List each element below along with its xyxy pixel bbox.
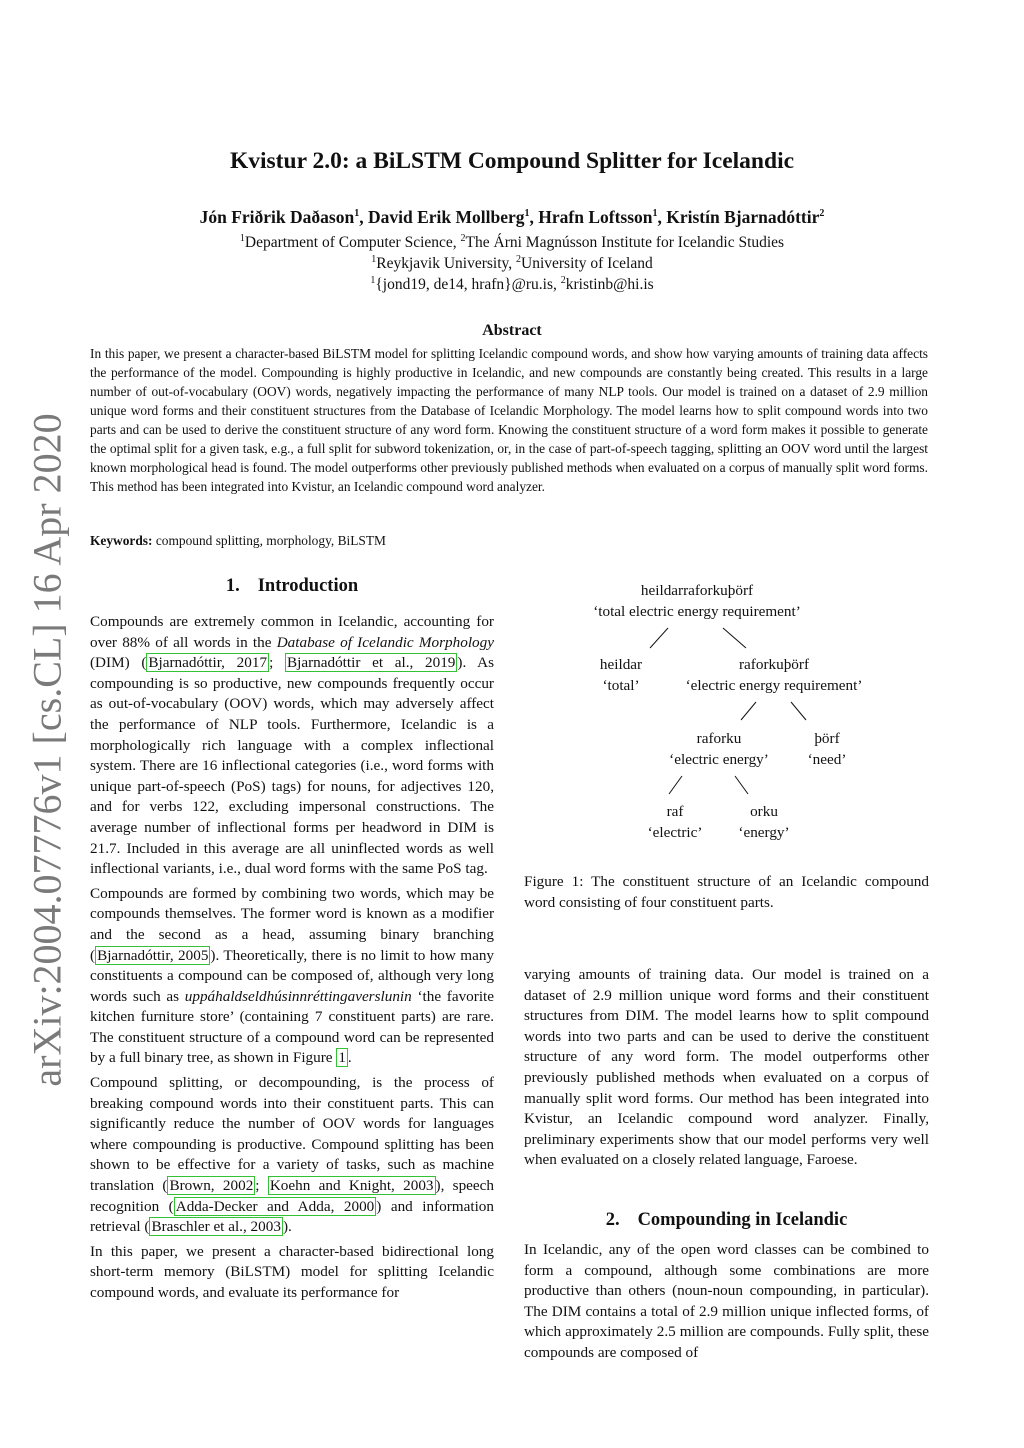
text-run: Compounds are extremely common in Icelandic, accounting for over 88% of all words in the <box>90 613 494 651</box>
aff-sup: 2 <box>516 253 522 265</box>
intro-paragraph-2 <box>90 884 494 1069</box>
affiliation-emails <box>0 276 1024 294</box>
author-name: Kristín Bjarnadóttir <box>666 207 820 227</box>
citation-link[interactable]: Brown, 2002 <box>169 1177 254 1195</box>
node-gloss: ‘electric energy requirement’ <box>685 677 863 694</box>
text-run: ‘the favorite kitchen furniture store’ (containing 7 constituent parts) are rare. The constituent structure of a compound word can be represented by a full binary tree, as shown in Figure <box>90 987 494 1067</box>
citation-link[interactable]: Adda-Decker and Adda, 2000 <box>175 1197 375 1215</box>
citation-link[interactable]: Bjarnadóttir et al., 2019 <box>287 654 456 672</box>
right-column-text: varying amounts of training data. Our model is trained on a dataset of 2.9 million unique word forms and their constituent structures from DIM. The model learns how to split compound words into two parts and can be used to derive the constituent structure of any word form. The model outperforms other previously published methods when evaluated on a corpus of manually split word forms. Our method has been integrated into Kvistur, an Icelandic compound word analyzer. Finally, preliminary experiments show that our model performs very well when evaluated on a closely related language, Faroese. <box>524 966 929 1169</box>
node-word: orku <box>750 803 778 820</box>
arxiv-stamp: arXiv:2004.07776v1 [cs.CL] 16 Apr 2020 <box>24 413 70 1087</box>
text-run: ), speech recognition ( <box>90 1177 494 1215</box>
node-gloss: ‘need’ <box>807 751 847 768</box>
aff-text: kristinb@hi.is <box>565 276 654 293</box>
node-gloss: ‘total’ <box>602 677 640 694</box>
author-sup: 2 <box>819 208 825 220</box>
tree-node-thorf <box>808 728 847 770</box>
abstract-heading: Abstract <box>482 322 542 339</box>
abstract-text: In this paper, we present a character-based BiLSTM model for splitting Icelandic compound words, and show how varying amounts of training data affects the performance of the model. Compounding is highly productive in Icelandic, and new compounds are constantly being created. This results in a large number of out-of-vocabulary (OOV) words, negatively impacting the performance of many NLP tools. Our model is trained on a dataset of 2.9 million unique word forms and their constituent structures from the Database of Icelandic Morphology. The model learns how to split compound words into two parts and can be used to derive the constituent structure of any word form. Knowing the constituent structure of a word form makes it possible to generate the optimal split for a given task, e.g., a full split for subword tokenization, or, in the case of part-of-speech tagging, splitting an OOV word until the largest known morphological head is found. The model outperforms other previously published methods when evaluated on a corpus of manually split word forms. This method has been integrated into Kvistur, an Icelandic compound word analyzer. <box>90 346 928 494</box>
text-run: (DIM) ( <box>90 654 147 672</box>
keywords-label: Keywords: <box>90 533 153 548</box>
author-name: Jón Friðrik Daðason <box>199 207 355 227</box>
aff-sup: 1 <box>371 253 377 265</box>
paper-title: Kvistur 2.0: a BiLSTM Compound Splitter for Icelandic <box>229 148 795 174</box>
text-run: Compounds are formed by combining two words, which may be compounds themselves. The former word is known as a modifier and the second as a head, assuming binary branching ( <box>90 884 494 964</box>
emphasis: uppáhaldseldhúsinnréttingaverslunin <box>184 987 412 1005</box>
citation-link[interactable]: Bjarnadóttir, 2017 <box>148 654 268 672</box>
aff-text: University of Iceland <box>521 255 653 272</box>
tree-edge <box>723 628 746 648</box>
text-run: ) and information retrieval ( <box>90 1197 494 1236</box>
aff-sup: 1 <box>239 232 245 244</box>
node-gloss: ‘electric energy’ <box>669 751 769 768</box>
tree-node-root <box>593 580 801 622</box>
text-run: ; <box>269 654 285 672</box>
node-gloss: ‘electric’ <box>647 824 703 841</box>
section-2-heading <box>524 1210 929 1231</box>
figure-ref-link[interactable]: 1 <box>338 1049 346 1067</box>
affiliation-line-1 <box>0 234 1024 252</box>
author-sup: 1 <box>524 208 530 220</box>
keywords-text: compound splitting, morphology, BiLSTM <box>152 533 386 548</box>
figure-1-caption: Figure 1: The constituent structure of an Icelandic compound word consisting of four constituent parts. <box>524 873 929 911</box>
tree-node-raf <box>648 801 703 843</box>
left-column <box>90 612 494 1308</box>
section-2-text: In Icelandic, any of the open word classes can be combined to form a compound, although some combinations are more productive than others (noun-noun compounding, in particular). The DIM contains a total of 2.9 million unique inflected forms, of which approximately 2.5 million are compounds. Fully split, these compounds are composed of <box>524 1241 929 1361</box>
emphasis: Database of Icelandic Morphology <box>276 633 494 651</box>
author-sup: 1 <box>652 208 658 220</box>
node-gloss: ‘total electric energy requirement’ <box>593 603 801 620</box>
section-number: 2. <box>605 1210 620 1230</box>
section-title: Introduction <box>257 576 359 596</box>
intro-paragraph-1 <box>90 612 494 880</box>
text-run: . <box>347 1049 352 1067</box>
author-name: Hrafn Loftsson <box>538 207 653 227</box>
tree-edge <box>791 702 806 720</box>
figure-1-tree <box>520 576 940 856</box>
node-word: þörf <box>814 730 840 747</box>
tree-node-raforkuthorf <box>686 654 863 696</box>
citation-link[interactable]: Braschler et al., 2003 <box>151 1218 281 1236</box>
text-run: Compound splitting, or decompounding, is the process of breaking compound words into their constituent parts. This can significantly reduce the number of OOV words for languages where compounding is productive. Compound splitting has been shown to be effective for a variety of tasks, such as machine translation ( <box>90 1074 494 1195</box>
intro-paragraph-4: In this paper, we present a character-based bidirectional long short-term memory (BiLSTM) model for splitting Icelandic compound words, and evaluate its performance for <box>90 1242 494 1301</box>
node-word: heildarraforkuþörf <box>640 582 754 599</box>
aff-sup: 1 <box>370 274 376 286</box>
node-word: raforku <box>696 730 742 747</box>
author-list: Jón Friðrik Daðason$^1$, David Erik Mollberg$^1$, Hrafn Loftsson$^1$, Kristín Bjarnadóttir$^2$ <box>199 207 825 227</box>
affiliation-line-2 <box>0 255 1024 273</box>
citation-link[interactable]: Koehn and Knight, 2003 <box>269 1177 434 1195</box>
tree-edge <box>735 776 748 794</box>
aff-text: Department of Computer Science, <box>244 234 461 251</box>
text-run: ). Theoretically, there is no limit to how many constituents a compound can be composed of, although very long words such as <box>90 946 495 1005</box>
node-word: raf <box>666 803 684 820</box>
text-run: ). As compounding is so productive, new compounds frequently occur as out-of-vocabulary (OOV) words, which may adversely affect the performance of NLP tools. Furthermore, Icelandic is a morphologically rich language with a complex inflectional system. There are 16 inflectional categories (i.e., word forms with unique part-of-speech (PoS) tags) for nouns, for adjectives 120, and for verbs 122, excluding impersonal constructions. The average number of inflectional forms per headword in DIM is 21.7. Included in this average are all uninflected words as well inflectional variants, i.e., dual word forms with the same PoS tag. <box>90 654 494 878</box>
intro-paragraph-3 <box>90 1073 494 1238</box>
aff-text: Reykjavik University, <box>376 255 517 272</box>
section-1-heading <box>90 576 494 597</box>
author-name: David Erik Mollberg <box>367 207 525 227</box>
tree-edge <box>741 702 756 720</box>
tree-node-heildar <box>600 654 642 696</box>
section-number: 1. <box>225 576 240 596</box>
text-run: ; <box>255 1177 268 1195</box>
aff-text: The Árni Magnússon Institute for Icelandic Studies <box>465 234 785 251</box>
keywords <box>90 533 386 549</box>
author-sup: 1 <box>354 208 360 220</box>
citation-link[interactable]: Bjarnadóttir, 2005 <box>97 946 209 964</box>
aff-sup: 2 <box>460 232 466 244</box>
node-word: raforkuþörf <box>739 656 809 673</box>
tree-edge <box>669 776 682 794</box>
tree-edge <box>650 628 668 648</box>
text-run: ). <box>282 1218 292 1236</box>
aff-text: {jond19, de14, hrafn}@ru.is, <box>375 276 561 293</box>
tree-node-raforku <box>669 728 769 770</box>
tree-node-orku <box>738 801 789 843</box>
node-gloss: ‘energy’ <box>738 824 790 841</box>
aff-sup: 2 <box>560 274 566 286</box>
section-title: Compounding in Icelandic <box>637 1210 848 1230</box>
node-word: heildar <box>599 656 643 673</box>
